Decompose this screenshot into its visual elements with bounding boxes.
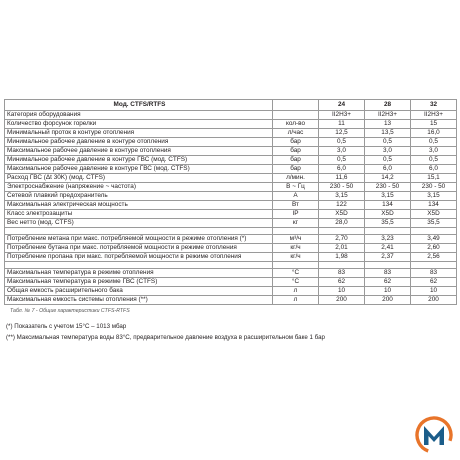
parameter-cell: Максимальная емкость системы отопления (**)	[5, 296, 273, 305]
value-cell: 62	[411, 278, 457, 287]
unit-cell: бар	[273, 156, 319, 165]
value-cell: 3,0	[411, 147, 457, 156]
value-cell: 83	[365, 269, 411, 278]
model-column-header: 28	[365, 100, 411, 111]
value-cell: 0,5	[411, 138, 457, 147]
value-cell: 230 - 50	[365, 183, 411, 192]
table-row	[5, 219, 457, 228]
unit-cell: °C	[273, 278, 319, 287]
value-cell: 0,5	[365, 156, 411, 165]
parameter-cell: Потребление пропана при макс. потребляемой мощности в режиме отопления	[5, 253, 273, 262]
value-cell: 2,37	[365, 253, 411, 262]
table-row	[5, 278, 457, 287]
value-cell: 83	[411, 269, 457, 278]
unit-cell: бар	[273, 165, 319, 174]
parameter-cell: Максимальная температура в режиме ГВС (CTFS)	[5, 278, 273, 287]
table-row	[5, 287, 457, 296]
value-cell: 3,0	[319, 147, 365, 156]
value-cell: 122	[319, 201, 365, 210]
value-cell: 16,0	[411, 129, 457, 138]
value-cell: 0,5	[365, 138, 411, 147]
value-cell: 6,0	[411, 165, 457, 174]
parameter-cell: Потребление бутана при макс. потребляемой мощности в режиме отопления	[5, 244, 273, 253]
parameter-cell: Категория оборудования	[5, 111, 273, 120]
value-cell: 62	[365, 278, 411, 287]
table-row	[5, 156, 457, 165]
unit-cell: л/час	[273, 129, 319, 138]
value-cell: 10	[365, 287, 411, 296]
unit-cell	[273, 111, 319, 120]
table-row	[5, 111, 457, 120]
value-cell: 200	[319, 296, 365, 305]
table-row	[5, 174, 457, 183]
footnote-1: (*) Показатель с учетом 15°C – 1013 мбар	[6, 323, 127, 330]
value-cell: 2,56	[411, 253, 457, 262]
table-row	[5, 120, 457, 129]
table-row	[5, 147, 457, 156]
parameter-cell: Максимальная электрическая мощность	[5, 201, 273, 210]
value-cell: II2H3+	[319, 111, 365, 120]
value-cell: 13,5	[365, 129, 411, 138]
unit-cell: кг/ч	[273, 253, 319, 262]
table-row	[5, 138, 457, 147]
value-cell: 0,5	[319, 156, 365, 165]
table-caption: Табл. № 7 - Общие характеристики CTFS-RTFS	[10, 308, 130, 314]
value-cell: 6,0	[319, 165, 365, 174]
value-cell: 12,5	[319, 129, 365, 138]
parameter-cell: Максимальное рабочее давление в контуре отопления	[5, 147, 273, 156]
value-cell: 15,1	[411, 174, 457, 183]
group-spacer	[5, 228, 457, 235]
value-cell: 3,23	[365, 235, 411, 244]
table-row	[5, 235, 457, 244]
unit-cell: л	[273, 296, 319, 305]
parameter-cell: Минимальный проток в контуре отопления	[5, 129, 273, 138]
value-cell: 230 - 50	[411, 183, 457, 192]
table-row	[5, 210, 457, 219]
spacer-cell	[319, 228, 365, 235]
value-cell: 35,5	[411, 219, 457, 228]
value-cell: X5D	[365, 210, 411, 219]
value-cell: 10	[411, 287, 457, 296]
value-cell: 13	[365, 120, 411, 129]
value-cell: X5D	[411, 210, 457, 219]
spacer-cell	[319, 262, 365, 269]
parameter-cell: Потребление метана при макс. потребляемой мощности в режиме отопления (*)	[5, 235, 273, 244]
unit-cell: A	[273, 192, 319, 201]
parameter-cell: Максимальное рабочее давление в контуре ГВС (мод. CTFS)	[5, 165, 273, 174]
spacer-cell	[411, 228, 457, 235]
value-cell: 35,5	[365, 219, 411, 228]
value-cell: 14,2	[365, 174, 411, 183]
value-cell: 3,0	[365, 147, 411, 156]
value-cell: 11	[319, 120, 365, 129]
unit-cell: бар	[273, 147, 319, 156]
spacer-cell	[365, 262, 411, 269]
parameter-cell: Расход ГВС (Δt 30K) (мод. CTFS)	[5, 174, 273, 183]
group-spacer	[5, 262, 457, 269]
parameter-cell: Общая емкость расширительного бака	[5, 287, 273, 296]
value-cell: 200	[365, 296, 411, 305]
table-row	[5, 165, 457, 174]
spacer-cell	[273, 262, 319, 269]
value-cell: 134	[411, 201, 457, 210]
value-cell: 3,15	[365, 192, 411, 201]
value-cell: 2,41	[365, 244, 411, 253]
parameter-cell: Максимальная температура в режиме отопления	[5, 269, 273, 278]
value-cell: 6,0	[365, 165, 411, 174]
value-cell: X5D	[319, 210, 365, 219]
brand-logo-icon	[414, 415, 454, 455]
value-cell: 134	[365, 201, 411, 210]
value-cell: 2,60	[411, 244, 457, 253]
table-row	[5, 253, 457, 262]
model-column-header: 24	[319, 100, 365, 111]
value-cell: 62	[319, 278, 365, 287]
parameter-cell: Минимальное рабочее давление в контуре отопления	[5, 138, 273, 147]
parameter-cell: Класс электрозащиты	[5, 210, 273, 219]
unit-cell: IP	[273, 210, 319, 219]
spacer-cell	[5, 228, 273, 235]
unit-cell: В ~ Гц	[273, 183, 319, 192]
value-cell: 83	[319, 269, 365, 278]
value-cell: 230 - 50	[319, 183, 365, 192]
table-row	[5, 269, 457, 278]
spacer-cell	[273, 228, 319, 235]
table-row	[5, 192, 457, 201]
value-cell: 3,15	[411, 192, 457, 201]
spacer-cell	[5, 262, 273, 269]
parameter-cell: Сетевой плавкий предохранитель	[5, 192, 273, 201]
value-cell: 2,01	[319, 244, 365, 253]
value-cell: 2,70	[319, 235, 365, 244]
unit-cell: л	[273, 287, 319, 296]
unit-cell: бар	[273, 138, 319, 147]
spacer-cell	[411, 262, 457, 269]
table-row	[5, 183, 457, 192]
unit-cell: кг	[273, 219, 319, 228]
unit-cell: Вт	[273, 201, 319, 210]
parameter-cell: Количество форсунок горелки	[5, 120, 273, 129]
value-cell: 15	[411, 120, 457, 129]
value-cell: 200	[411, 296, 457, 305]
unit-cell: л/мин.	[273, 174, 319, 183]
parameter-cell: Электроснабжение (напряжение ~ частота)	[5, 183, 273, 192]
model-column-header: 32	[411, 100, 457, 111]
value-cell: 1,98	[319, 253, 365, 262]
spec-sheet	[4, 99, 456, 343]
table-row	[5, 296, 457, 305]
footnotes	[4, 321, 456, 343]
unit-cell: °C	[273, 269, 319, 278]
parameter-cell: Вес нетто (мод. CTFS)	[5, 219, 273, 228]
value-cell: 3,15	[319, 192, 365, 201]
value-cell: 3,49	[411, 235, 457, 244]
unit-cell: м³/ч	[273, 235, 319, 244]
footnote-2: (**) Максимальная температура воды 83°C, предварительное давление воздуха в расширительном баке 1 бар	[6, 334, 325, 341]
spacer-cell	[365, 228, 411, 235]
unit-cell: кол-во	[273, 120, 319, 129]
spec-table	[4, 99, 457, 305]
value-cell: 0,5	[411, 156, 457, 165]
value-cell: 28,0	[319, 219, 365, 228]
model-header: Мод. CTFS/RTFS	[5, 100, 273, 111]
table-row	[5, 244, 457, 253]
table-row	[5, 201, 457, 210]
table-header-row	[5, 100, 457, 111]
unit-cell: кг/ч	[273, 244, 319, 253]
value-cell: II2H3+	[411, 111, 457, 120]
value-cell: 0,5	[319, 138, 365, 147]
table-row	[5, 129, 457, 138]
unit-header	[273, 100, 319, 111]
value-cell: 10	[319, 287, 365, 296]
value-cell: II2H3+	[365, 111, 411, 120]
value-cell: 11,6	[319, 174, 365, 183]
parameter-cell: Минимальное рабочее давление в контуре ГВС (мод. CTFS)	[5, 156, 273, 165]
